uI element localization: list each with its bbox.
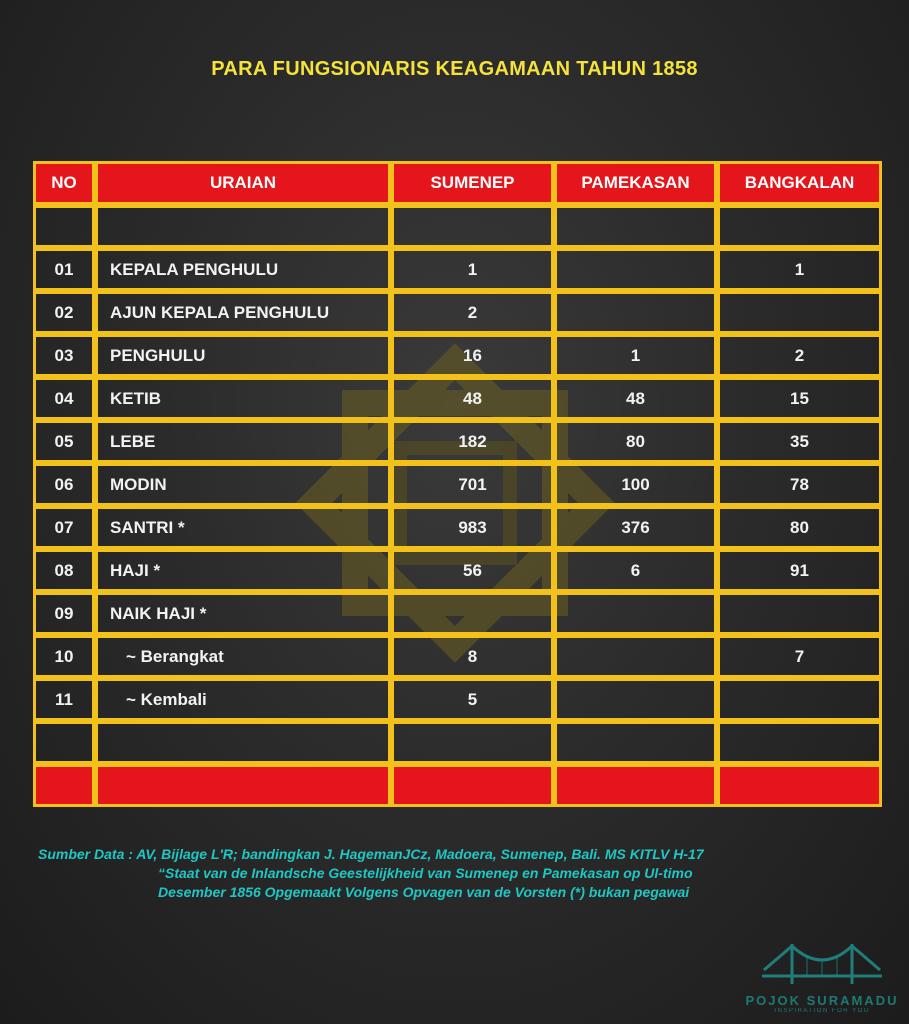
- cell-bangkalan: [717, 592, 882, 635]
- source-line-2: “Staat van de Inlandsche Geestelijkheid van Sumenep en Pamekasan op Ul-timo: [158, 865, 693, 881]
- cell-no: 01: [33, 248, 95, 291]
- table-row: [33, 420, 882, 463]
- table-row: [33, 678, 882, 721]
- cell-sumenep: [391, 721, 554, 764]
- cell-desc: PENGHULU: [95, 334, 391, 377]
- cell-pamekasan: [554, 592, 717, 635]
- table-row: [33, 549, 882, 592]
- cell-sumenep: 2: [391, 291, 554, 334]
- cell-sumenep: 16: [391, 334, 554, 377]
- table-header-row: [33, 161, 882, 205]
- cell-pamekasan: [554, 248, 717, 291]
- cell-pamekasan: 100: [554, 463, 717, 506]
- cell-no: 07: [33, 506, 95, 549]
- footer-cell: [391, 764, 554, 807]
- cell-bangkalan: 15: [717, 377, 882, 420]
- cell-sumenep: [391, 592, 554, 635]
- cell-bangkalan: 91: [717, 549, 882, 592]
- cell-desc: MODIN: [95, 463, 391, 506]
- table-row: [33, 334, 882, 377]
- footer-cell: [95, 764, 391, 807]
- cell-no: 02: [33, 291, 95, 334]
- footer-cell: [554, 764, 717, 807]
- table-row: [33, 248, 882, 291]
- cell-bangkalan: 80: [717, 506, 882, 549]
- cell-sumenep: 701: [391, 463, 554, 506]
- cell-bangkalan: 1: [717, 248, 882, 291]
- cell-bangkalan: [717, 205, 882, 248]
- cell-no: [33, 205, 95, 248]
- cell-bangkalan: [717, 721, 882, 764]
- table-row: [33, 291, 882, 334]
- cell-bangkalan: 2: [717, 334, 882, 377]
- table-row: [33, 377, 882, 420]
- cell-desc: HAJI *: [95, 549, 391, 592]
- table-row: [33, 635, 882, 678]
- suspension-bridge-icon: [762, 940, 882, 988]
- cell-no: 10: [33, 635, 95, 678]
- functionaries-table: [33, 161, 882, 807]
- cell-pamekasan: [554, 205, 717, 248]
- cell-pamekasan: 48: [554, 377, 717, 420]
- cell-pamekasan: [554, 721, 717, 764]
- cell-desc: KETIB: [95, 377, 391, 420]
- source-line-1: Sumber Data : AV, Bijlage L'R; bandingkan J. HagemanJCz, Madoera, Sumenep, Bali. MS KITLV H-17: [38, 846, 704, 862]
- table-row: [33, 721, 882, 764]
- footer-cell: [33, 764, 95, 807]
- cell-bangkalan: 78: [717, 463, 882, 506]
- table-row: [33, 592, 882, 635]
- cell-desc: AJUN KEPALA PENGHULU: [95, 291, 391, 334]
- header-pamekasan: PAMEKASAN: [554, 161, 717, 205]
- cell-no: 03: [33, 334, 95, 377]
- cell-desc: [95, 205, 391, 248]
- cell-pamekasan: 6: [554, 549, 717, 592]
- cell-desc: [95, 721, 391, 764]
- cell-pamekasan: 376: [554, 506, 717, 549]
- cell-no: 06: [33, 463, 95, 506]
- cell-bangkalan: 7: [717, 635, 882, 678]
- header-bangkalan: BANGKALAN: [717, 161, 882, 205]
- cell-desc: NAIK HAJI *: [95, 592, 391, 635]
- table-row: [33, 506, 882, 549]
- table-row: [33, 205, 882, 248]
- cell-bangkalan: [717, 291, 882, 334]
- page-title: PARA FUNGSIONARIS KEAGAMAAN TAHUN 1858: [211, 58, 698, 80]
- brand-logo: [742, 940, 902, 1024]
- cell-desc: ~ Berangkat: [95, 635, 391, 678]
- cell-bangkalan: [717, 678, 882, 721]
- cell-desc: LEBE: [95, 420, 391, 463]
- cell-no: [33, 721, 95, 764]
- footer-cell: [717, 764, 882, 807]
- header-uraian: URAIAN: [95, 161, 391, 205]
- header-no: NO: [33, 161, 95, 205]
- cell-sumenep: 48: [391, 377, 554, 420]
- source-note: [38, 845, 878, 902]
- cell-sumenep: [391, 205, 554, 248]
- cell-bangkalan: 35: [717, 420, 882, 463]
- brand-name: POJOK SURAMADU: [745, 993, 899, 1008]
- cell-no: 04: [33, 377, 95, 420]
- cell-desc: SANTRI *: [95, 506, 391, 549]
- cell-pamekasan: [554, 678, 717, 721]
- cell-pamekasan: 1: [554, 334, 717, 377]
- cell-sumenep: 983: [391, 506, 554, 549]
- cell-sumenep: 5: [391, 678, 554, 721]
- brand-tagline: INSPIRATION FOR YOU: [774, 1008, 870, 1014]
- cell-sumenep: 182: [391, 420, 554, 463]
- cell-no: 09: [33, 592, 95, 635]
- cell-no: 11: [33, 678, 95, 721]
- table-footer-row: [33, 764, 882, 807]
- cell-sumenep: 1: [391, 248, 554, 291]
- cell-desc: KEPALA PENGHULU: [95, 248, 391, 291]
- cell-no: 08: [33, 549, 95, 592]
- cell-no: 05: [33, 420, 95, 463]
- cell-sumenep: 8: [391, 635, 554, 678]
- table-row: [33, 463, 882, 506]
- header-sumenep: SUMENEP: [391, 161, 554, 205]
- cell-pamekasan: 80: [554, 420, 717, 463]
- cell-sumenep: 56: [391, 549, 554, 592]
- source-line-3: Desember 1856 Opgemaakt Volgens Opvagen van de Vorsten (*) bukan pegawai: [158, 884, 690, 900]
- cell-pamekasan: [554, 291, 717, 334]
- cell-pamekasan: [554, 635, 717, 678]
- cell-desc: ~ Kembali: [95, 678, 391, 721]
